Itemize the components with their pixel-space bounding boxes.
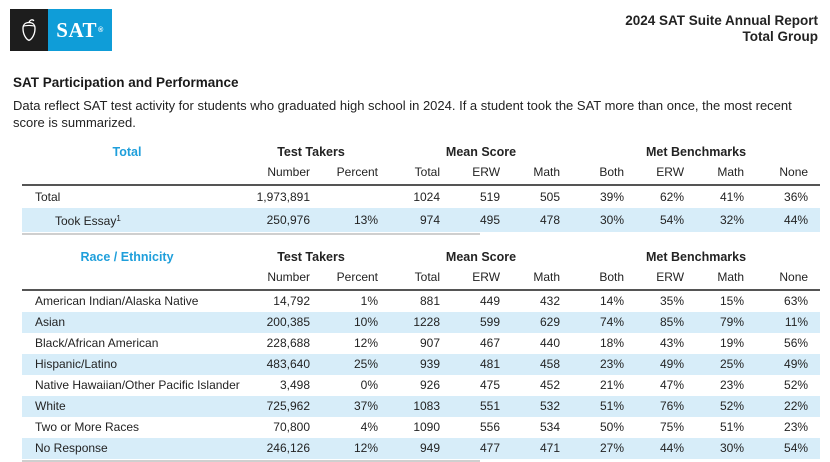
college-board-sat-logo <box>10 9 112 51</box>
cell: 12% <box>353 336 379 350</box>
column-header: Both <box>572 162 636 185</box>
column-header: Total <box>390 267 452 290</box>
cell: 62% <box>659 190 685 204</box>
cell: 75% <box>659 420 685 434</box>
cell: 49% <box>784 357 809 371</box>
table-row <box>22 396 820 417</box>
cell: 1,973,891 <box>256 190 310 204</box>
cell: 54% <box>784 441 809 455</box>
row-label: Native Hawaiian/Other Pacific Islander <box>35 378 240 392</box>
column-header: Percent <box>322 162 390 185</box>
cell: 32% <box>719 213 745 227</box>
table-row <box>22 290 820 312</box>
cell: 21% <box>599 378 625 392</box>
column-group-header: Test Takers <box>277 250 345 264</box>
cell: 974 <box>419 213 441 227</box>
cell: 477 <box>479 441 501 455</box>
cell: 4% <box>360 420 379 434</box>
empty-header-cell <box>22 267 232 290</box>
table-row <box>22 438 820 459</box>
cell: 44% <box>659 441 685 455</box>
cell: 475 <box>479 378 501 392</box>
cell: 200,385 <box>266 315 310 329</box>
cell: 51% <box>599 399 625 413</box>
cell: 452 <box>539 378 561 392</box>
column-header: ERW <box>452 162 512 185</box>
column-group-header: Mean Score <box>445 250 517 264</box>
cell: 939 <box>419 357 441 371</box>
row-label: Hispanic/Latino <box>35 357 118 371</box>
cell: 1024 <box>413 190 441 204</box>
cell: 52% <box>784 378 809 392</box>
table-row <box>22 354 820 375</box>
column-header: Math <box>512 162 572 185</box>
row-label: Took Essay$^1$ <box>55 214 121 228</box>
tables-container <box>0 142 830 462</box>
cell: 25% <box>719 357 745 371</box>
cell: 432 <box>539 294 561 308</box>
cell: 39% <box>599 190 625 204</box>
column-header: None <box>756 267 820 290</box>
cell: 505 <box>539 190 561 204</box>
top-bar <box>0 0 830 58</box>
cell: 556 <box>479 420 501 434</box>
column-header: Total <box>390 162 452 185</box>
cell: 471 <box>539 441 561 455</box>
cell: 458 <box>539 357 561 371</box>
cell: 30% <box>599 213 625 227</box>
row-label: Black/African American <box>35 336 159 350</box>
column-header: Percent <box>322 267 390 290</box>
cell: 76% <box>659 399 685 413</box>
column-header-row <box>22 267 820 290</box>
column-group-header: Met Benchmarks <box>646 145 747 159</box>
acorn-icon <box>19 17 39 43</box>
table-bottom-rule <box>22 233 480 235</box>
cell: 14% <box>599 294 625 308</box>
row-label: American Indian/Alaska Native <box>35 294 199 308</box>
cell: 30% <box>719 441 745 455</box>
cell: 85% <box>659 315 685 329</box>
column-header: ERW <box>452 267 512 290</box>
cell: 0% <box>360 378 379 392</box>
row-label: Total <box>35 190 61 204</box>
cell: 35% <box>659 294 685 308</box>
column-group-header: Mean Score <box>445 145 517 159</box>
column-header: Number <box>232 162 322 185</box>
cell: 1% <box>360 294 379 308</box>
report-title <box>625 9 818 45</box>
table-row <box>22 208 820 232</box>
cell: 44% <box>784 213 809 227</box>
cell: 51% <box>719 420 745 434</box>
cell: 43% <box>659 336 685 350</box>
cell: 36% <box>784 190 809 204</box>
row-label: White <box>35 399 66 413</box>
cell: 246,126 <box>266 441 310 455</box>
cell: 449 <box>479 294 501 308</box>
cell: 1090 <box>413 420 441 434</box>
cell: 907 <box>419 336 441 350</box>
cell: 27% <box>599 441 625 455</box>
cell: 599 <box>479 315 501 329</box>
cell: 13% <box>353 213 379 227</box>
cell: 41% <box>719 190 745 204</box>
cell: 79% <box>719 315 745 329</box>
row-label: Asian <box>35 315 66 329</box>
cell: 440 <box>539 336 561 350</box>
group-header-row <box>22 142 820 162</box>
cell: 481 <box>479 357 501 371</box>
cell: 551 <box>479 399 501 413</box>
cell: 49% <box>659 357 685 371</box>
registered-mark: ® <box>98 26 104 34</box>
table-row <box>22 417 820 438</box>
column-header: None <box>756 162 820 185</box>
cell: 22% <box>784 399 809 413</box>
logo-acorn-panel <box>10 9 48 51</box>
column-header-row <box>22 162 820 185</box>
cell: 37% <box>353 399 379 413</box>
cell: 18% <box>599 336 625 350</box>
table-row <box>22 375 820 396</box>
cell: 483,640 <box>266 357 310 371</box>
cell: 725,962 <box>266 399 310 413</box>
table-row <box>22 185 820 208</box>
report-title-line2: Total Group <box>742 29 818 44</box>
page-title: SAT Participation and Performance <box>13 75 239 90</box>
column-header: ERW <box>636 162 696 185</box>
column-group-header: Test Takers <box>277 145 345 159</box>
cell: 495 <box>479 213 501 227</box>
cell: 228,688 <box>266 336 310 350</box>
cell: 519 <box>479 190 501 204</box>
cell: 949 <box>419 441 441 455</box>
empty-header-cell <box>22 162 232 185</box>
cell: 23% <box>784 420 809 434</box>
cell: 70,800 <box>273 420 310 434</box>
cell: 3,498 <box>279 378 310 392</box>
data-table-total <box>22 142 820 232</box>
sat-logo-text: SAT <box>56 17 98 42</box>
cell: 23% <box>599 357 625 371</box>
cell: 629 <box>539 315 561 329</box>
column-header: Math <box>696 267 756 290</box>
cell <box>322 185 390 208</box>
footnote-marker: 1 <box>116 214 121 223</box>
cell: 15% <box>719 294 745 308</box>
cell: 467 <box>479 336 501 350</box>
column-header: Math <box>696 162 756 185</box>
cell: 14,792 <box>273 294 310 308</box>
row-label: Two or More Races <box>35 420 140 434</box>
cell: 534 <box>539 420 561 434</box>
cell: 54% <box>659 213 685 227</box>
description-text: Data reflect SAT test activity for students who graduated high school in 2024. If a student took the SAT more than once, the most recent score is summarized. <box>13 98 792 130</box>
column-header: ERW <box>636 267 696 290</box>
table-section-title: Total <box>112 145 142 159</box>
sat-logo-wordmark <box>48 9 112 51</box>
cell: 23% <box>719 378 745 392</box>
column-header: Number <box>232 267 322 290</box>
cell: 19% <box>719 336 745 350</box>
column-header: Both <box>572 267 636 290</box>
cell: 881 <box>419 294 441 308</box>
data-table-race-ethnicity <box>22 247 820 459</box>
table-section-title: Race / Ethnicity <box>80 250 174 264</box>
cell: 1083 <box>413 399 441 413</box>
column-header: Math <box>512 267 572 290</box>
cell: 56% <box>784 336 809 350</box>
group-header-row <box>22 247 820 267</box>
cell: 12% <box>353 441 379 455</box>
cell: 63% <box>784 294 809 308</box>
cell: 926 <box>419 378 441 392</box>
cell: 52% <box>719 399 745 413</box>
cell: 11% <box>784 315 809 329</box>
cell: 1228 <box>413 315 441 329</box>
cell: 478 <box>539 213 561 227</box>
row-label: No Response <box>35 441 108 455</box>
cell: 74% <box>599 315 625 329</box>
cell: 47% <box>659 378 685 392</box>
cell: 10% <box>353 315 379 329</box>
table-row <box>22 312 820 333</box>
table-row <box>22 333 820 354</box>
report-title-line1: 2024 SAT Suite Annual Report <box>625 13 818 28</box>
cell: 25% <box>353 357 379 371</box>
cell: 250,976 <box>266 213 310 227</box>
cell: 532 <box>539 399 561 413</box>
column-group-header: Met Benchmarks <box>646 250 747 264</box>
cell: 50% <box>599 420 625 434</box>
